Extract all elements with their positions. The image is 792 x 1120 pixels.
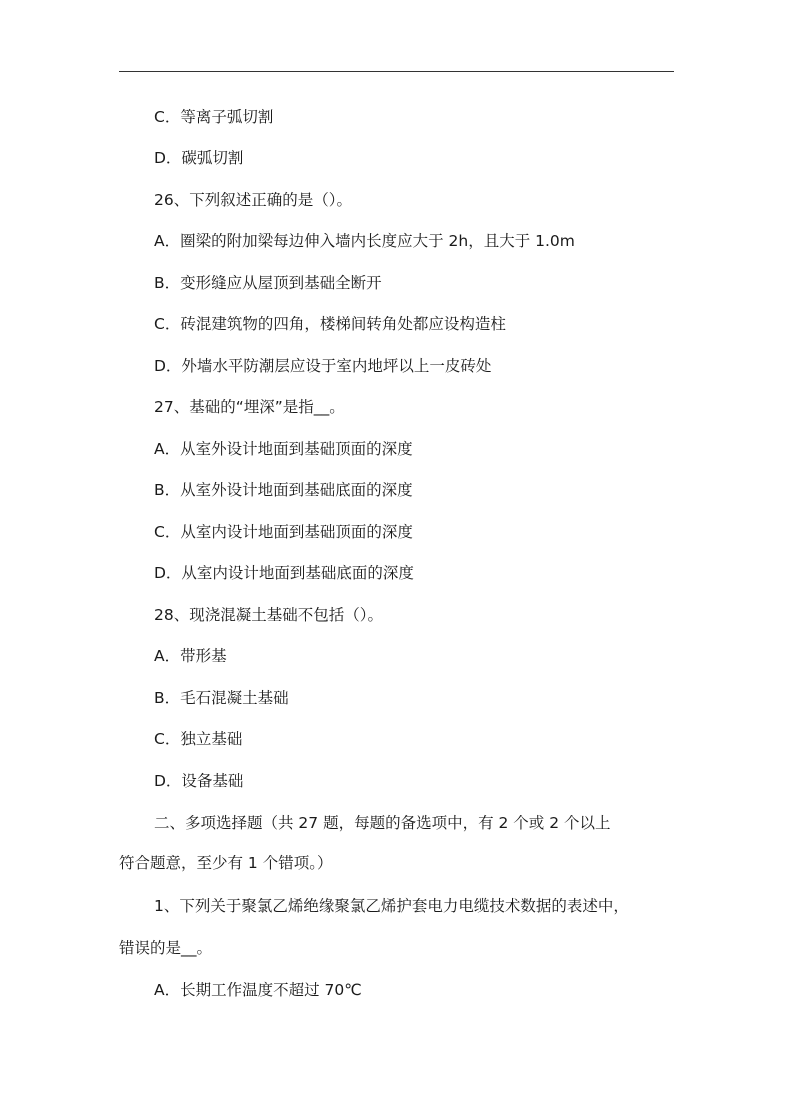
option-28a: A．带形基 xyxy=(154,647,227,665)
header-rule xyxy=(119,71,674,72)
option-26d: D．外墙水平防潮层应设于室内地坪以上一皮砖处 xyxy=(154,357,492,375)
option-27d: D．从室内设计地面到基础底面的深度 xyxy=(154,564,414,582)
option-26c: C．砖混建筑物的四角，楼梯间转角处都应设构造柱 xyxy=(154,315,506,333)
option-28d: D．设备基础 xyxy=(154,772,244,790)
question-27: 27、基础的“埋深”是指__。 xyxy=(154,398,345,416)
question-1: 1、下列关于聚氯乙烯绝缘聚氯乙烯护套电力电缆技术数据的表述中， xyxy=(154,897,629,915)
option-26a: A．圈梁的附加梁每边伸入墙内长度应大于 2h，且大于 1.0m xyxy=(154,232,575,250)
section-heading: 二、多项选择题（共 27 题，每题的备选项中，有 2 个或 2 个以上 xyxy=(154,814,611,832)
section-heading-continued: 符合题意，至少有 1 个错项。） xyxy=(119,854,333,872)
option-25c: C．等离子弧切割 xyxy=(154,108,274,126)
option-27c: C．从室内设计地面到基础顶面的深度 xyxy=(154,523,413,541)
question-26: 26、下列叙述正确的是（）。 xyxy=(154,191,352,209)
option-28c: C．独立基础 xyxy=(154,730,243,748)
question-28: 28、现浇混凝土基础不包括（）。 xyxy=(154,606,383,624)
option-1a: A．长期工作温度不超过 70℃ xyxy=(154,981,362,999)
option-27a: A．从室外设计地面到基础顶面的深度 xyxy=(154,440,413,458)
question-1-continued: 错误的是__。 xyxy=(119,939,213,957)
option-26b: B．变形缝应从屋顶到基础全断开 xyxy=(154,274,382,292)
option-27b: B．从室外设计地面到基础底面的深度 xyxy=(154,481,413,499)
option-28b: B．毛石混凝土基础 xyxy=(154,689,289,707)
option-25d: D．碳弧切割 xyxy=(154,149,244,167)
